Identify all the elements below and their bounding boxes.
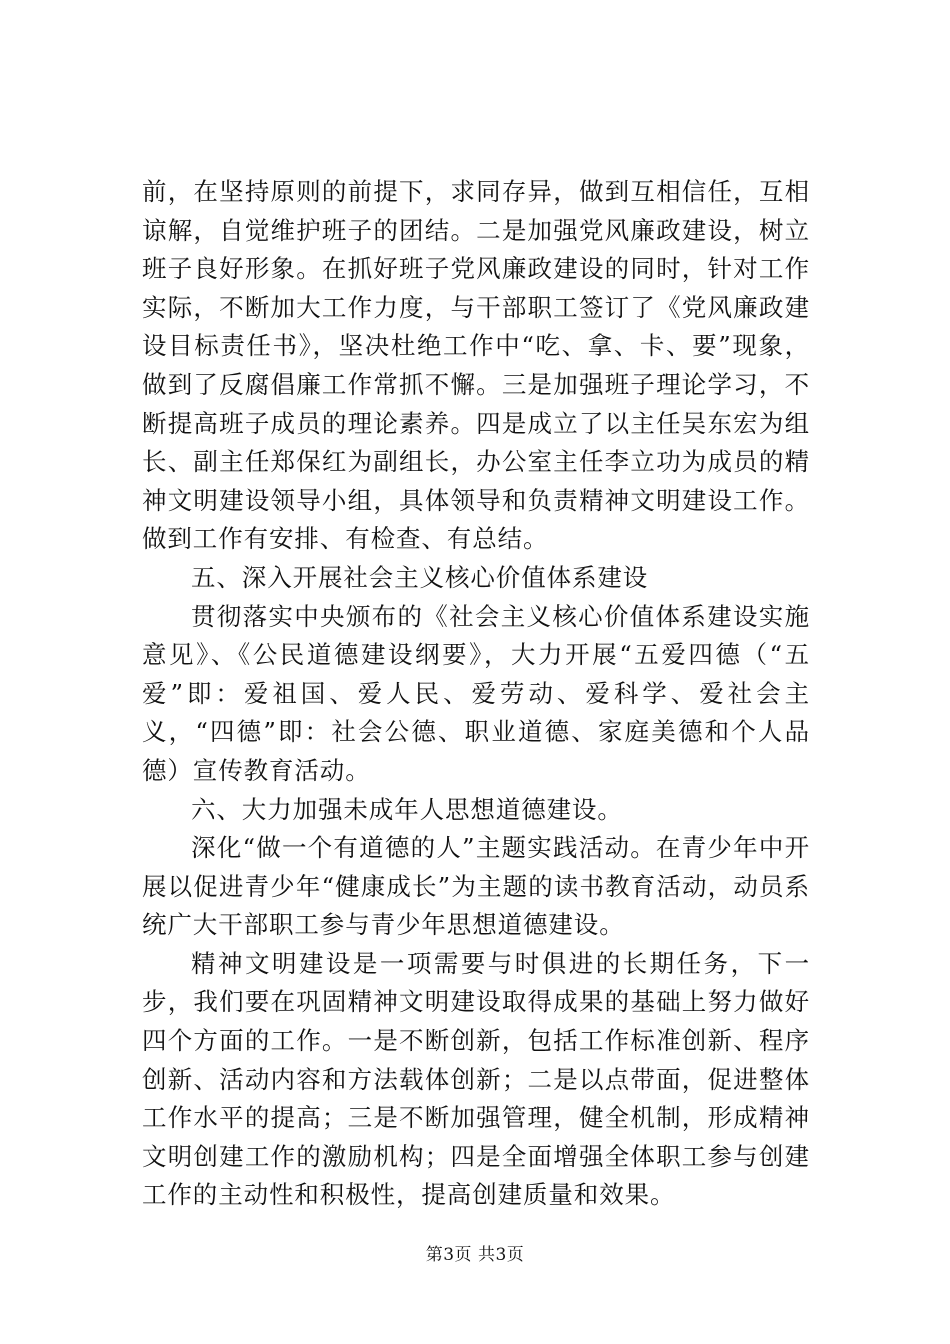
paragraph-next-steps: 精神文明建设是一项需要与时俱进的长期任务，下一步，我们要在巩固精神文明建设取得成果的基础上努力做好四个方面的工作。一是不断创新，包括工作标准创新、程序创新、活动内容和方法载体创新；二是以点带面，促进整体工作水平的提高；三是不断加强管理，健全机制，形成精神文明创建工作的激励机构；四是全面增强全体职工参与创建工作的主动性和积极性，提高创建质量和效果。: [142, 948, 810, 1210]
document-body: [142, 173, 810, 1215]
paragraph-youth-morality: 深化“做一个有道德的人”主题实践活动。在青少年中开展以促进青少年“健康成长”为主题的读书教育活动，动员系统广大干部职工参与青少年思想道德建设。: [142, 833, 810, 940]
page-number-footer: 第3页 共3页: [425, 1245, 525, 1265]
section-heading-5: 五、深入开展社会主义核心价值体系建设: [191, 562, 649, 592]
section-heading-6: 六、大力加强未成年人思想道德建设。: [191, 794, 623, 824]
paragraph-core-values: 贯彻落实中央颁布的《社会主义核心价值体系建设实施意见》、《公民道德建设纲要》，大力开展“五爱四德（“五爱”即：爱祖国、爱人民、爱劳动、爱科学、爱社会主义，“四德”即：社会公德、职业道德、家庭美德和个人品德）宣传教育活动。: [142, 601, 810, 785]
paragraph-continuation: 前，在坚持原则的前提下，求同存异，做到互相信任，互相谅解，自觉维护班子的团结。二是加强党风廉政建设，树立班子良好形象。在抓好班子党风廉政建设的同时，针对工作实际，不断加大工作力度，与干部职工签订了《党风廉政建设目标责任书》，坚决杜绝工作中“吃、拿、卡、要”现象，做到了反腐倡廉工作常抓不懈。三是加强班子理论学习，不断提高班子成员的理论素养。四是成立了以主任吴东宏为组长、副主任郑保红为副组长，办公室主任李立功为成员的精神文明建设领导小组，具体领导和负责精神文明建设工作。做到工作有安排、有检查、有总结。: [142, 177, 810, 554]
